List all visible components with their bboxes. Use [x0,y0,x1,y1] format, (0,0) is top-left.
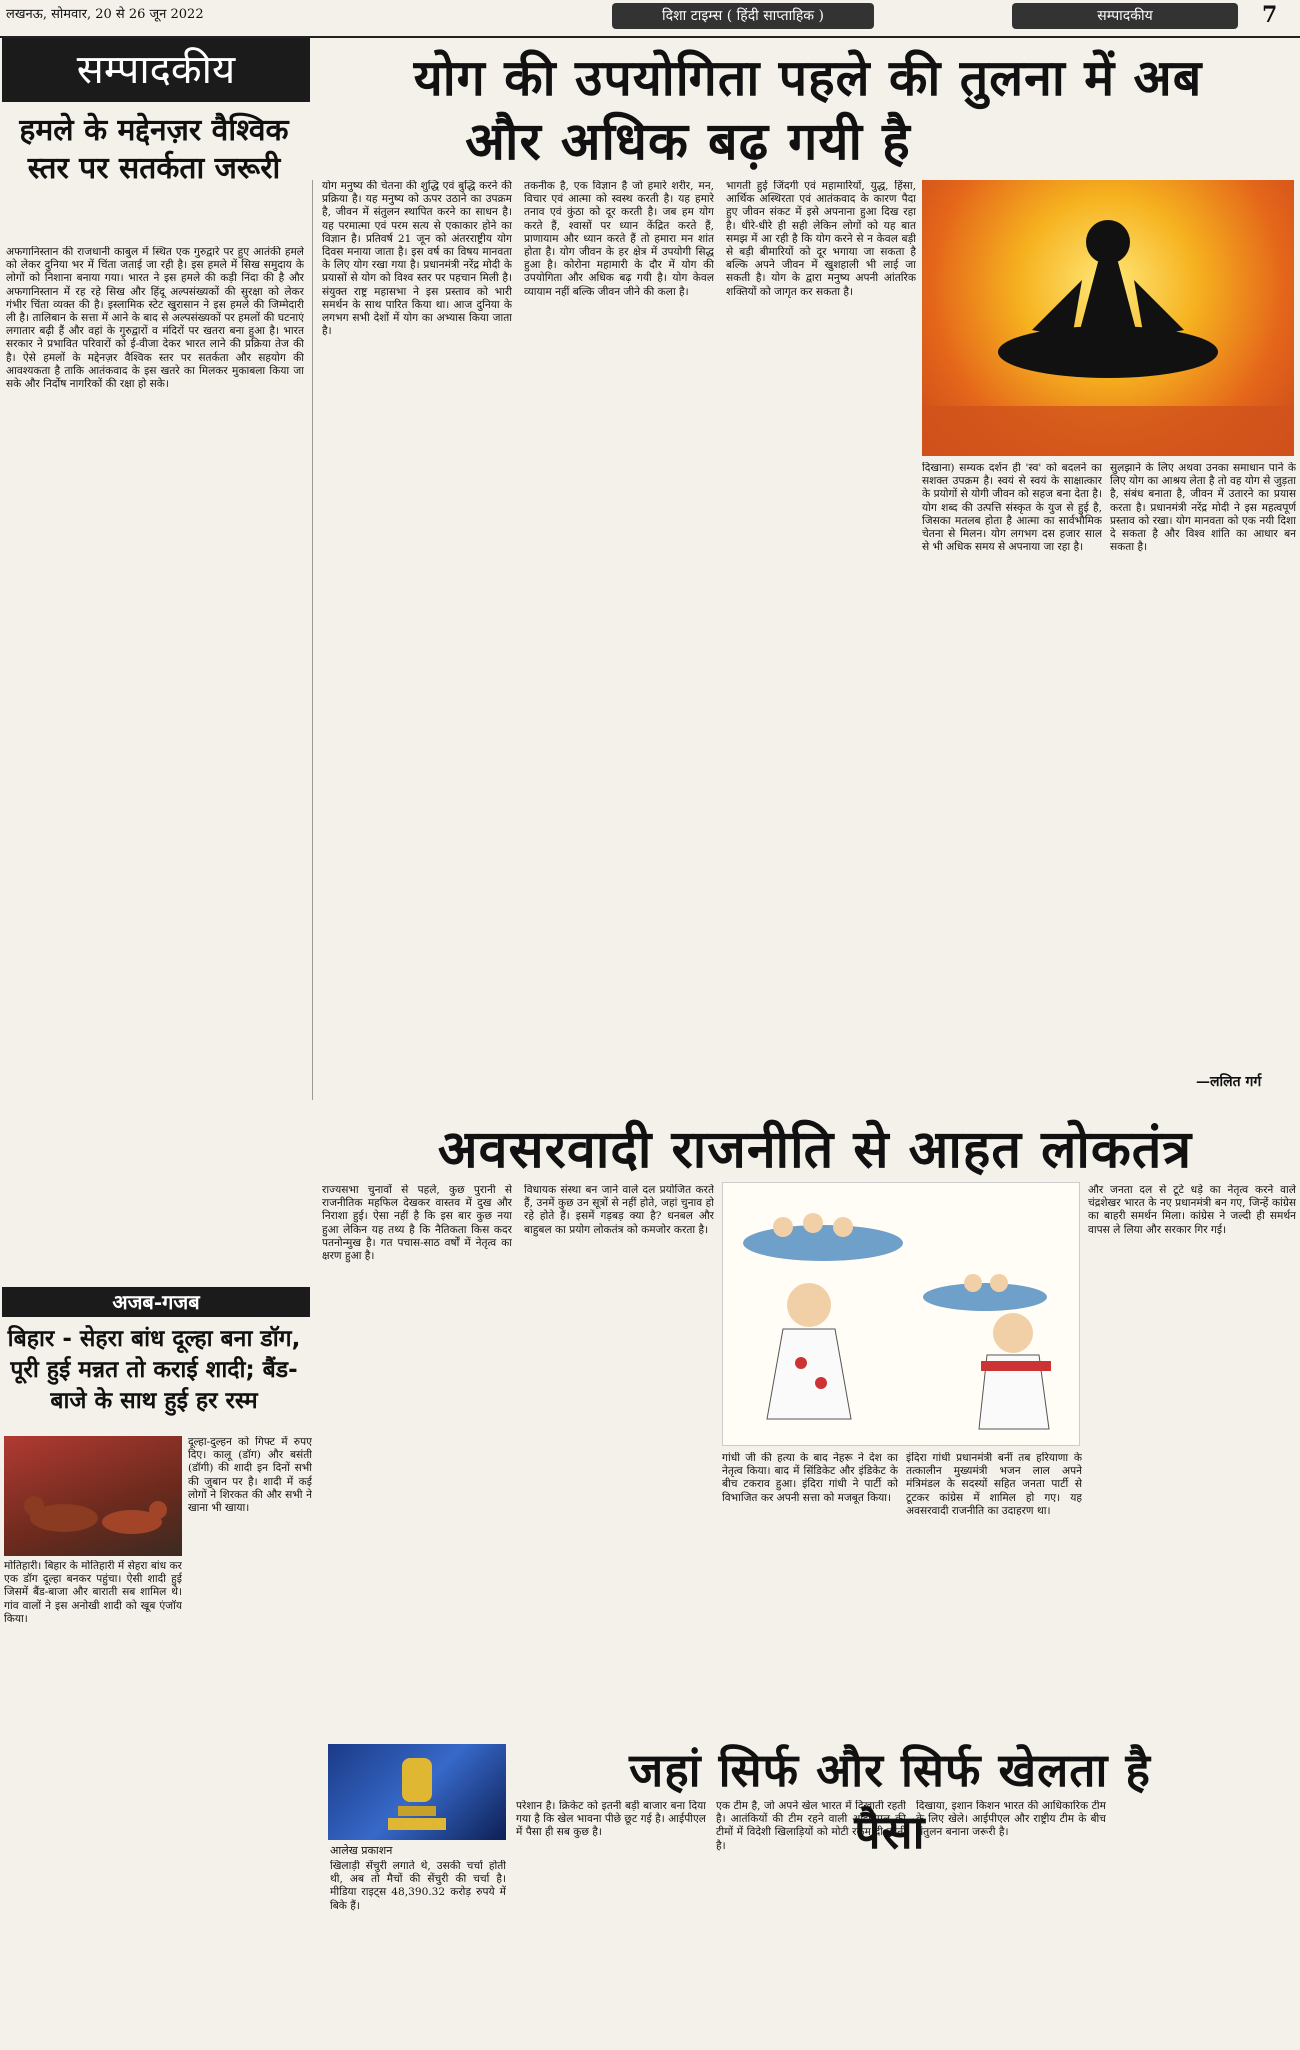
author-byline: —ललित गर्ग [1196,1074,1262,1090]
second-article-headline: अवसरवादी राजनीति से आहत लोकतंत्र [437,1120,1193,1180]
side-article-headline: हमले के मद्देनज़र वैश्विक स्तर पर सतर्कता जरूरी [19,113,289,186]
dogs-icon [4,1436,182,1556]
meditating-figure-icon [922,180,1294,456]
second-article-col5: इंदिरा गांधी प्रधानमंत्री बनीं तब हरियाणा के तत्कालीन मुख्यमंत्री भजन लाल अपने मंत्रिमंडल के सदस्यों सहित जनता पार्टी से टूटकर कांग्रेस में शामिल हो गए। यह अवसरवादी राजनीति का उदाहरण था। [906,1452,1082,1517]
main-article-col3: भागती हुई जिंदगी एवं महामारियों, युद्ध, हिंसा, आर्थिक अस्थिरता एवं आतंकवाद के कारण पैदा हुए जीवन संकट में इसे अपनाना हुआ दिख रहा है। धीरे-धीरे ही सही लेकिन लोगों को यह बात समझ में आ रही है कि योग करने से न केवल बड़ी से बड़ी बीमारियों को दूर भगाया जा सकता है बल्कि अपने जीवन में खुशहाली भी लाई जा सकती है। योग के द्वारा मनुष्य अपनी आंतरिक शक्तियों को जागृत कर सकता है। [726,180,916,298]
cartoon-figures-icon [723,1183,1079,1445]
ajab-gajab-body-left: मोतिहारी। बिहार के मोतिहारी में सेहरा बांध कर एक डॉग दूल्हा बनकर पहुंचा। ऐसी शादी हुई जिसमें बैंड-बाजा और बाराती सब शामिल थे। गांव वालों ने इस अनोखी शादी को खूब एंजॉय किया। [4,1560,182,1625]
main-article-col2: तकनीक है, एक विज्ञान है जो हमारे शरीर, मन, विचार एवं आत्मा को स्वस्थ करती है। यह हमारे तनाव एवं कुंठा को दूर करती है। जब हम योग करते हैं, श्वासों पर ध्यान केंद्रित करते हैं, प्राणायाम और ध्यान करते हैं तो हमारा मन शांत होता है। योग जीवन के हर क्षेत्र में उपयोगी सिद्ध हुआ है। कोरोना महामारी के दौर में योग की उपयोगिता और अधिक बढ़ गयी है। योग केवल व्यायाम नहीं बल्कि जीवन जीने की कला है। [524,180,714,298]
yoga-meditation-image [922,180,1294,456]
political-cartoon-image [722,1182,1080,1446]
third-article-headline: जहां सिर्फ और सिर्फ खेलता है पैसा [629,1743,1151,1859]
trophy-icon [328,1744,506,1840]
main-headline-line1: योग की उपयोगिता पहले की तुलना में अब [413,49,1203,107]
paper-name-badge: दिशा टाइम्स ( हिंदी साप्ताहिक ) [612,3,874,29]
editorial-label: सम्पादकीय [2,38,310,102]
page-number: 7 [1262,2,1278,28]
second-article-col2: विधायक संस्था बन जाने वाले दल प्रयोजित करते हैं, उनमें कुछ उन सूत्रों से नहीं होते, जहां चुनाव हो रहे होते हैं। इसमें गड़बड़ क्या है? धनबल और बाहुबल का प्रयोग लोकतंत्र को कमजोर करता है। [524,1184,714,1236]
third-article-col2: परेशान है। क्रिकेट को इतनी बड़ी बाजार बना दिया गया है कि खेल भावना पीछे छूट गई है। आईपीएल में पैसा ही सब कुछ है। [516,1800,706,1839]
ipl-trophy-image [328,1744,506,1840]
ajab-gajab-headline: बिहार - सेहरा बांध दूल्हा बना डॉग, पूरी हुई मन्नत तो कराई शादी; बैंड-बाजे के साथ हुई हर रस्म [7,1326,301,1414]
ipl-image-caption: आलेख प्रकाशन [330,1844,393,1857]
ajab-gajab-label: अजब-गजब [2,1287,310,1317]
main-headline-line2: और अधिक बढ़ गयी है [465,112,911,172]
main-article-col4: दिखाना) सम्यक दर्शन ही 'स्व' को बदलने का सशक्त उपक्रम है। स्वयं से स्वयं के साक्षात्कार के प्रयोगों से योगी जीवन को सहज बना देता है। योग शब्द की उत्पत्ति संस्कृत के युज से हुई है, जिसका मतलब होता है आत्मा का सार्वभौमिक चेतना से मिलन। योग लगभग दस हजार साल से भी अधिक समय से अपनाया जा रहा है। [922,462,1102,554]
second-article-col3: और जनता दल से टूटे धड़े का नेतृत्व करने वाले चंद्रशेखर भारत के नए प्रधानमंत्री बन गए, जिन्हें कांग्रेस का बाहरी समर्थन मिला। कांग्रेस ने जल्दी ही समर्थन वापस ले लिया और सरकार गिर गई। [1088,1184,1296,1236]
third-article-col4: दिखाया, इशान किशन भारत की आधिकारिक टीम के लिए खेले। आईपीएल और राष्ट्रीय टीम के बीच संतुलन बनाना जरूरी है। [916,1800,1106,1839]
third-article-col1: खिलाड़ी सेंचुरी लगाते थे, उसकी चर्चा होती थी, अब तो मैचों की सेंचुरी की चर्चा है। मीडिया राइट्स 48,390.32 करोड़ रुपये में बिके हैं। [330,1860,506,1912]
column-rule [312,180,313,1100]
section-label-badge: सम्पादकीय [1012,3,1238,29]
main-article-col1: योग मनुष्य की चेतना की शुद्धि एवं बुद्धि करने की प्रक्रिया है। यह मनुष्य को ऊपर उठाने का उपक्रम है, जीवन में संतुलन स्थापित करने का साधन है। यह परमात्मा एवं परम सत्य से एकाकार होने का विज्ञान है। प्रतिवर्ष 21 जून को अंतरराष्ट्रीय योग दिवस मनाया जाता है। इस वर्ष का विषय मानवता के लिए योग रखा गया है। प्रधानमंत्री नरेंद्र मोदी के प्रयासों से योग को विश्व स्तर पर पहचान मिली है। संयुक्त राष्ट्र महासभा ने इस प्रस्ताव को भारी समर्थन के साथ पारित किया था। आज दुनिया के लगभग सभी देशों में योग का अभ्यास किया जाता है। [322,180,512,338]
second-article-col4: गांधी जी की हत्या के बाद नेहरू ने देश का नेतृत्व किया। बाद में सिंडिकेट और इंडिकेट के बीच टकराव हुआ। इंदिरा गांधी ने पार्टी को विभाजित कर अपनी सत्ता को मजबूत किया। [722,1452,898,1504]
second-article-col1: राज्यसभा चुनावों से पहले, कुछ पुरानी से राजनीतिक महफिल देखकर वास्तव में दुख और निराशा हुई। ऐसा नहीं है कि इस बार कुछ नया हुआ लेकिन यह तथ्य है कि नैतिकता किस कदर पतनोन्मुख है। गत पचास-साठ वर्षों में नेतृत्व का क्षरण हुआ है। [322,1184,512,1263]
ajab-gajab-body-right: दूल्हा-दुल्हन को गिफ्ट में रुपए दिए। कालू (डॉग) और बसंती (डॉगी) की शादी इन दिनों सभी की जुबान पर है। शादी में कई लोगों ने शिरकत की और सभी ने खाना भी खाया। [188,1436,312,1515]
side-article-body: अफगानिस्तान की राजधानी काबुल में स्थित एक गुरुद्वारे पर हुए आतंकी हमले को लेकर दुनिया भर में चिंता जताई जा रही है। इस हमले में सिख समुदाय के लोगों को निशाना बनाया गया। भारत ने इस हमले की कड़ी निंदा की है और अफगानिस्तान में रह रहे सिख और हिंदू अल्पसंख्यकों की सुरक्षा को लेकर गंभीर चिंता व्यक्त की है। इस्लामिक स्टेट खुरासान ने इस हमले की जिम्मेदारी ली है। तालिबान के सत्ता में आने के बाद से अल्पसंख्यकों पर हमलों की घटनाएं लगातार बढ़ी हैं और वहां के गुरुद्वारों व मंदिरों पर खतरा बना हुआ है। भारत सरकार ने प्रभावित परिवारों को ई-वीजा देकर भारत लाने की प्रक्रिया तेज की है। ऐसे हमलों के मद्देनज़र वैश्विक स्तर पर सतर्कता और सहयोग की आवश्यकता है ताकि आतंकवाद के इस खतरे का मिलकर मुकाबला किया जा सके और निर्दोष नागरिकों की रक्षा हो सके। [6,246,304,391]
main-article-col5: सुलझाने के लिए अथवा उनका समाधान पाने के लिए योग का आश्रय लेता है तो वह योग से जुड़ता है, संबंध बनाता है, जीवन में उतारने का प्रयास करता है। प्रधानमंत्री नरेंद्र मोदी ने इस महत्वपूर्ण प्रस्ताव को रखा। योग मानवता को एक नयी दिशा दे सकता है और विश्व शांति का आधार बन सकता है। [1110,462,1296,554]
dog-wedding-photo [4,1436,182,1556]
date-line: लखनऊ, सोमवार, 20 से 26 जून 2022 [6,7,204,22]
third-article-col3: एक टीम है, जो अपने खेल भारत में दिखाती रहती है। आतंकियों की टीम रहने वाली आईपीएल की टीमों में विदेशी खिलाड़ियों को मोटी रकम दी जाती है। [716,1800,906,1852]
